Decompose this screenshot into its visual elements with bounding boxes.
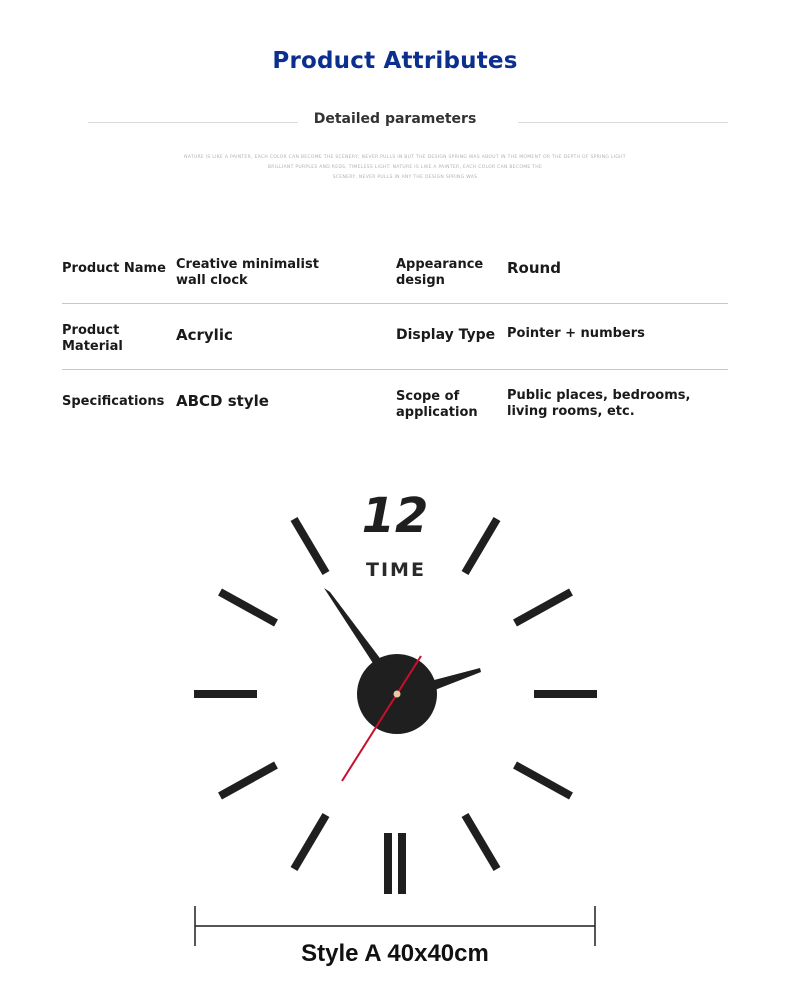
center-pin <box>394 691 401 698</box>
attr-label: Specifications <box>62 394 165 409</box>
attr-value: ABCD style <box>176 392 269 410</box>
attr-label: Display Type <box>396 327 496 343</box>
fineprint <box>180 153 630 183</box>
attr-value: Creative minimalist wall clock <box>176 257 319 288</box>
fineprint-line: NATURE IS LIKE A PAINTER, EACH COLOR CAN BECOME THE SCENERY; NEVER PULLS IN BUT THE DESIGN SPRING WAS ABOUT IN THE MOMENT OR THE DEPTH OF SPRING LIGHT <box>184 155 626 160</box>
attr-label: Product Material <box>62 323 123 354</box>
hour-marker <box>220 765 276 796</box>
attributes-row <box>62 304 728 370</box>
subtitle: Detailed parameters <box>313 111 477 127</box>
wall-clock-illustration <box>0 470 790 950</box>
subtitle-right-rule <box>518 122 728 123</box>
hour-marker <box>465 519 497 573</box>
attr-value: Acrylic <box>176 326 233 344</box>
attributes-row <box>62 370 728 436</box>
size-label: Style A 40x40cm <box>301 940 489 967</box>
hour-marker <box>465 815 497 869</box>
hour-marker <box>294 519 326 573</box>
fineprint-line: SCENERY, NEVER PULLS IN ANY THE DESIGN SPRING WAS <box>332 175 478 180</box>
attr-value: Pointer + numbers <box>507 326 645 341</box>
attr-label: Product Name <box>62 261 166 276</box>
attr-value: Round <box>507 259 561 277</box>
subtitle-row <box>0 111 790 133</box>
page-title: Product Attributes <box>272 48 518 74</box>
attr-label: Scope of application <box>396 389 478 420</box>
hour-marker <box>515 592 571 623</box>
attributes-row <box>62 238 728 304</box>
numeral-twelve: 12 <box>361 488 429 544</box>
hour-marker <box>294 815 326 869</box>
fineprint-line: BRILLIANT PURPLES AND REDS, TIMELESS LIGHT. NATURE IS LIKE A PAINTER, EACH COLOR CAN BECOME THE <box>267 165 543 170</box>
hour-marker <box>220 592 276 623</box>
attr-label: Appearance design <box>396 257 484 288</box>
brand-text: TIME <box>366 559 426 581</box>
attr-value: Public places, bedrooms, living rooms, etc. <box>507 388 691 419</box>
hour-marker <box>515 765 571 796</box>
